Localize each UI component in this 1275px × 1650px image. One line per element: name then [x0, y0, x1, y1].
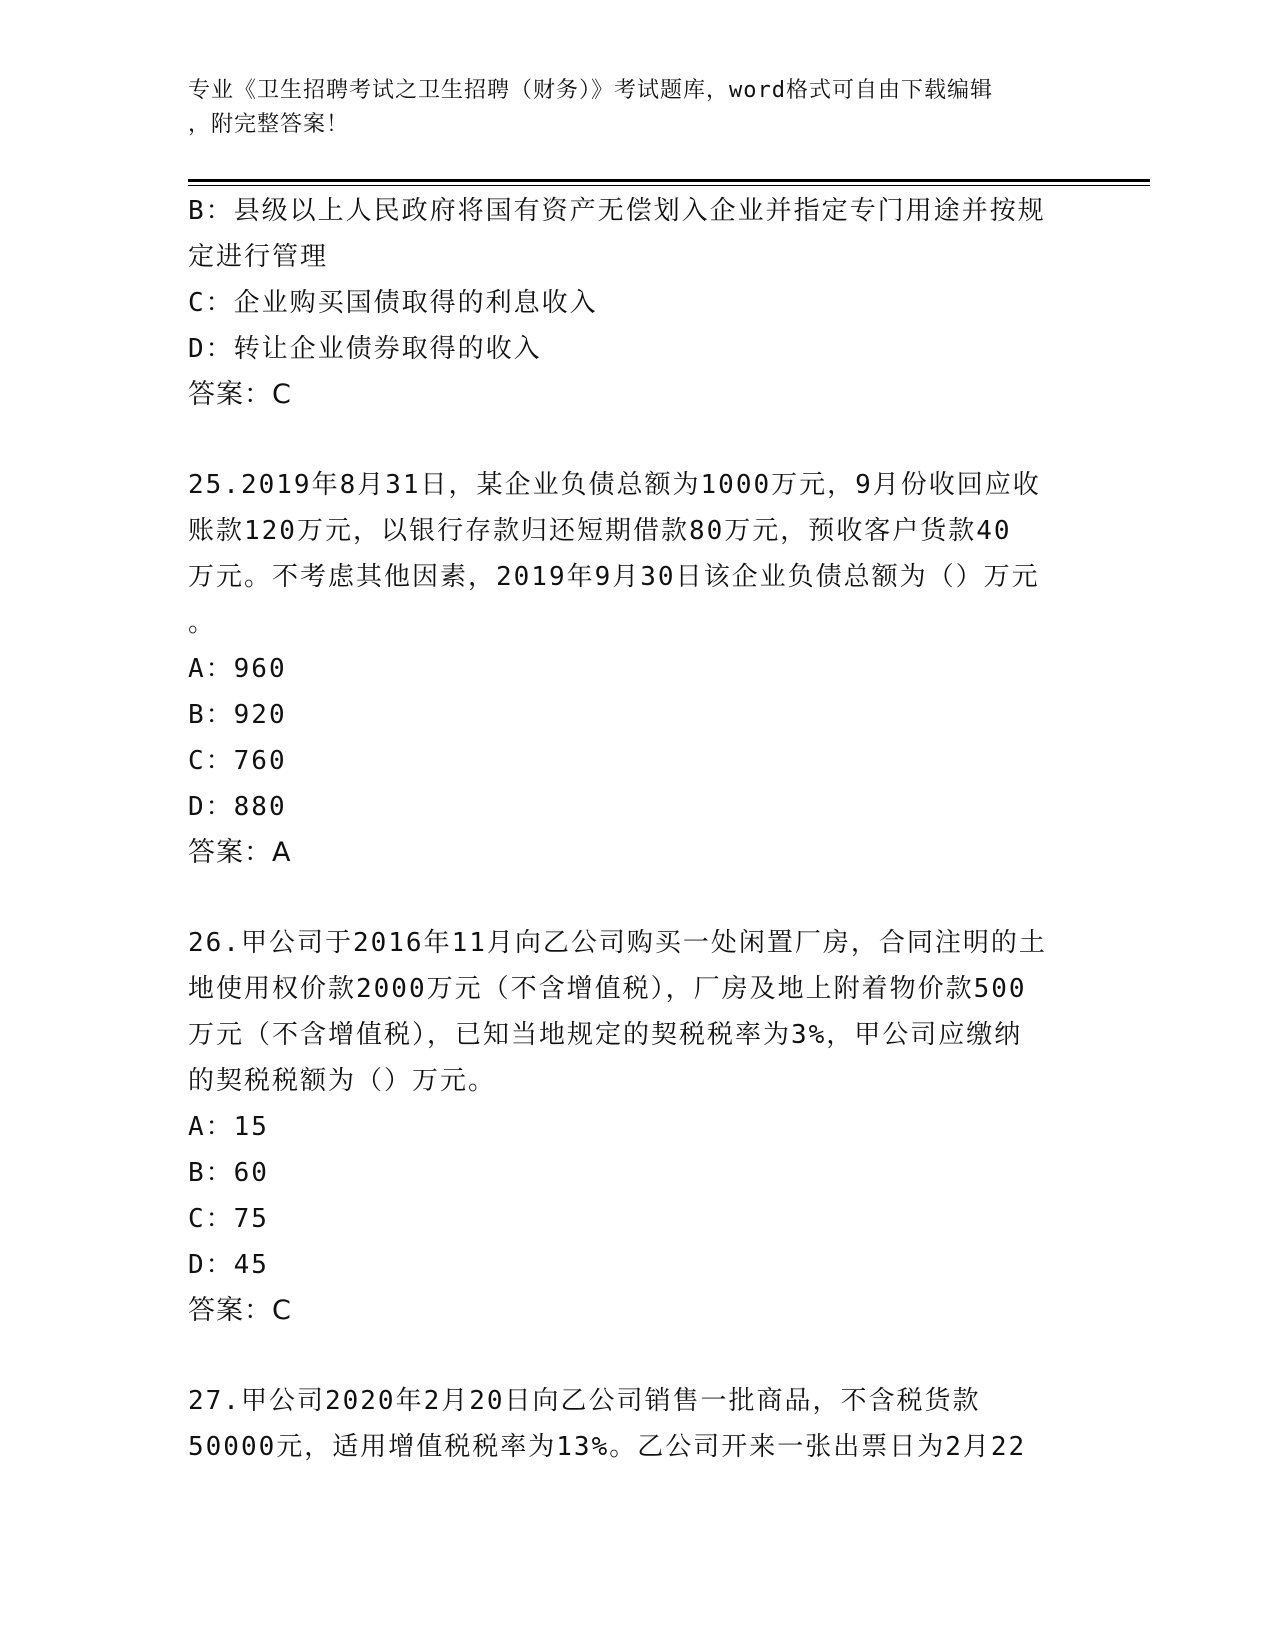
option-b: B：920	[188, 700, 287, 730]
spacer	[188, 876, 1078, 920]
option-d: D：45	[188, 1250, 269, 1280]
option-b: B：60	[188, 1158, 269, 1188]
option-d: D：转让企业债券取得的收入	[188, 334, 542, 364]
option-b-line-1: B：县级以上人民政府将国有资产无偿划入企业并指定专门用途并按规	[188, 196, 1046, 226]
question-text-line: 万元。不考虑其他因素，2019年9月30日该企业负债总额为（）万元	[188, 562, 1040, 592]
question-text-line: 的契税税额为（）万元。	[188, 1066, 497, 1096]
document-body	[188, 188, 1078, 1470]
answer: 答案：A	[188, 837, 292, 868]
question-25	[188, 462, 1078, 876]
option-c: C：75	[188, 1204, 269, 1234]
option-d: D：880	[188, 792, 287, 822]
spacer	[188, 1334, 1078, 1378]
header-divider-thin	[188, 185, 1150, 186]
question-27	[188, 1378, 1078, 1470]
option-a: A：15	[188, 1112, 269, 1142]
header-line-1: 专业《卫生招聘考试之卫生招聘（财务）》考试题库，word格式可自由下载编辑	[188, 78, 993, 103]
question-text-line: 27.甲公司2020年2月20日向乙公司销售一批商品，不含税货款	[188, 1386, 981, 1416]
option-a: A：960	[188, 654, 287, 684]
question-text-line: 地使用权价款2000万元（不含增值税），厂房及地上附着物价款500	[188, 974, 1027, 1004]
option-c: C：企业购买国债取得的利息收入	[188, 288, 598, 318]
question-text-line: 25.2019年8月31日，某企业负债总额为1000万元，9月份收回应收	[188, 470, 1041, 500]
question-26	[188, 920, 1078, 1334]
spacer	[188, 418, 1078, 462]
header-line-2: ，附完整答案！	[188, 112, 350, 137]
question-text-line: 账款120万元，以银行存款归还短期借款80万元，预收客户货款40	[188, 516, 1012, 546]
question-text-line: 。	[188, 608, 217, 638]
option-b-line-2: 定进行管理	[188, 242, 329, 272]
answer: 答案：C	[188, 379, 292, 410]
answer: 答案：C	[188, 1295, 292, 1326]
question-24-tail	[188, 188, 1078, 418]
document-header	[188, 74, 1068, 142]
header-divider-thick	[188, 179, 1150, 182]
question-text-line: 万元（不含增值税），已知当地规定的契税税率为3%，甲公司应缴纳	[188, 1020, 1023, 1050]
option-c: C：760	[188, 746, 287, 776]
question-text-line: 50000元，适用增值税税率为13%。乙公司开来一张出票日为2月22	[188, 1432, 1027, 1462]
question-text-line: 26.甲公司于2016年11月向乙公司购买一处闲置厂房，合同注明的土	[188, 928, 1047, 958]
